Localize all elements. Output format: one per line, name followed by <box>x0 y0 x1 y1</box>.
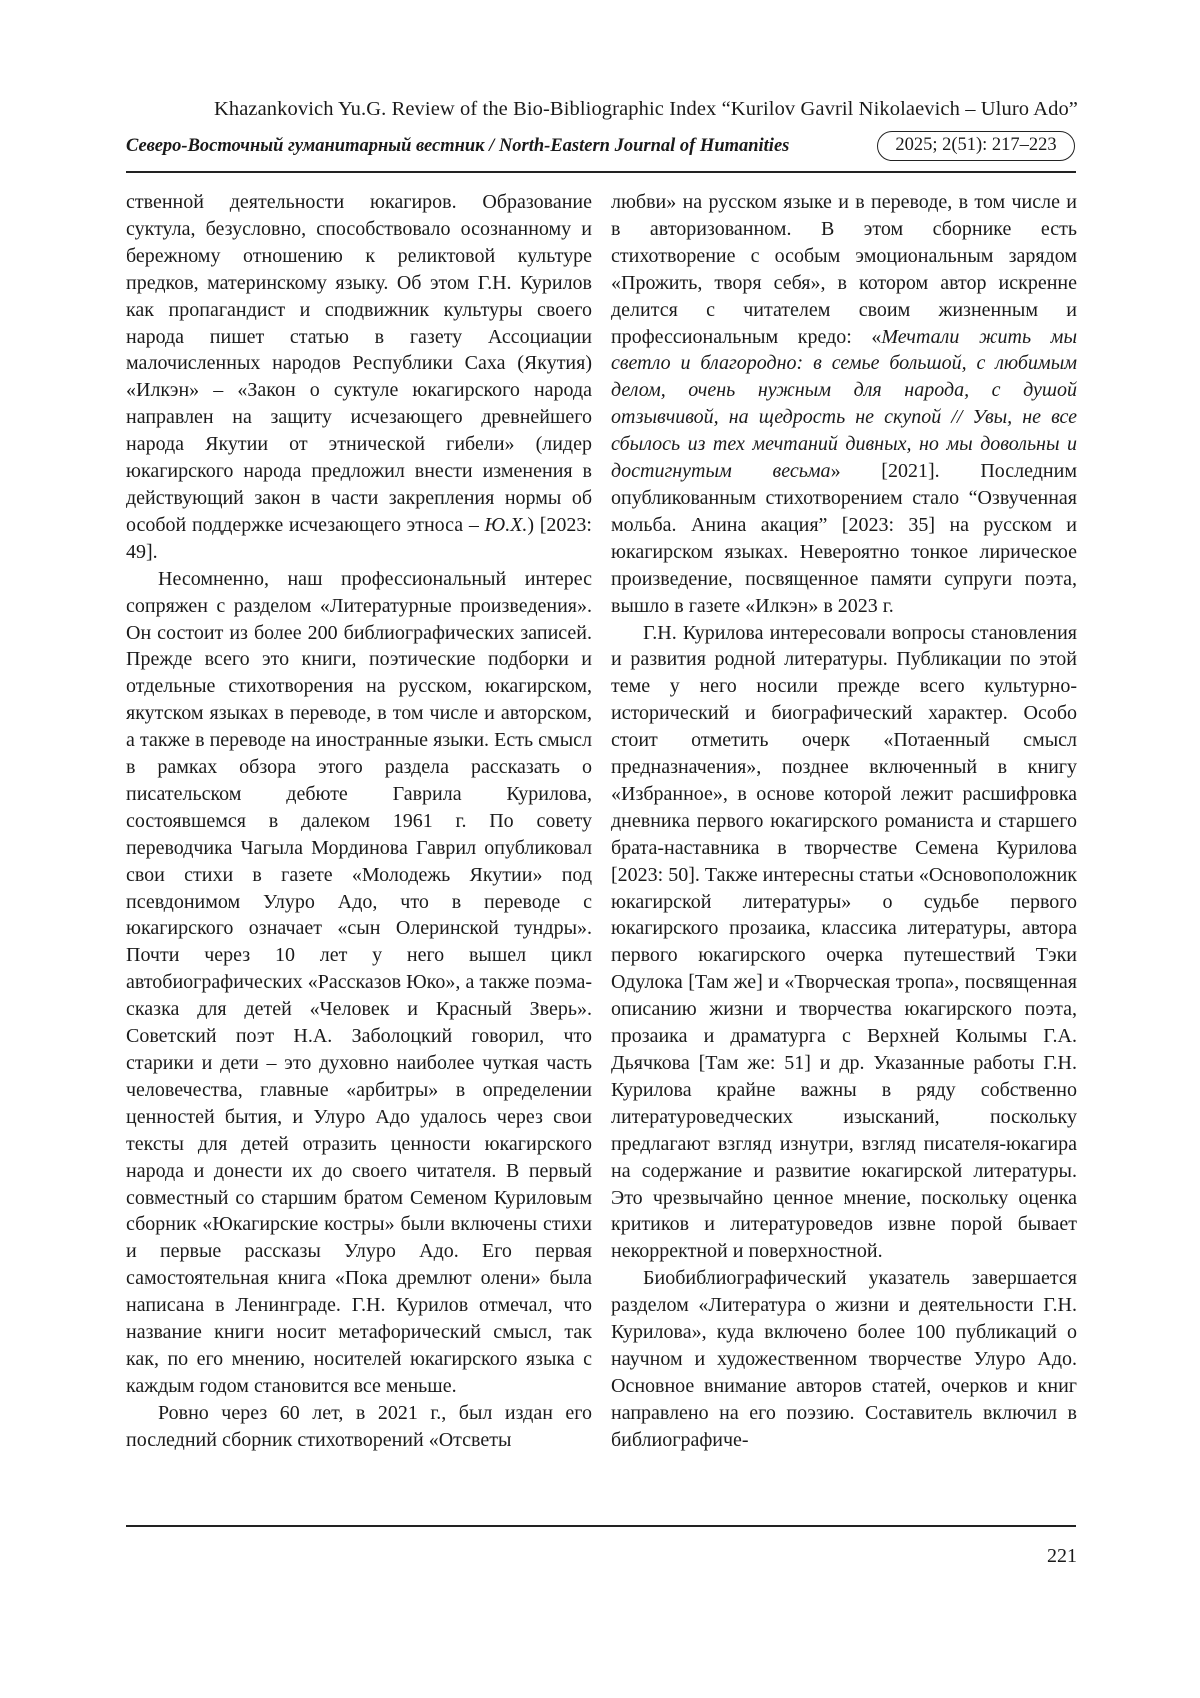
left-paragraph-1-end: ) [2023: 49]. <box>126 513 592 563</box>
right-paragraph-1 <box>611 189 1077 620</box>
issue-badge: 2025; 2(51): 217–223 <box>877 131 1075 161</box>
left-paragraph-3: Ровно через 60 лет, в 2021 г., был издан его последний сборник стихотворений «Отсветы <box>126 1401 592 1451</box>
page-number: 221 <box>1047 1545 1077 1567</box>
right-paragraph-1-end: » [2021]. Последним опубликованным стихотворением стало “Озвученная мольба. Анина акация” [2023: 35] на русском и юкагирском языках. Невероятно тонкое лирическое произведение, посвященное памяти супруги поэта, вышло в газете «Илкэн» в 2023 г. <box>611 460 1077 617</box>
footer-divider <box>126 1525 1076 1527</box>
left-column <box>126 189 592 1454</box>
editor-initials: Ю.Х. <box>484 513 528 536</box>
poem-quote: Мечтали жить мы светло и благородно: в семье большой, с любимым делом, очень нужным для народа, с душой отзывчивой, на щедрость не скупой // Увы, не все сбылось из тех мечтаний дивных, но мы довольны и достигнутым весьма <box>611 325 1077 483</box>
right-column <box>611 189 1077 1454</box>
right-paragraph-3: Биобиблиографический указатель завершается разделом «Литература о жизни и деятельности Г.Н. Курилова», куда включено более 100 публикаций о научном и художественном творчестве Улуро Адо. Основное внимание авторов статей, очерков и книг направлено на его поэзию. Составитель включил в библиографиче- <box>611 1267 1077 1451</box>
right-paragraph-1-text: любви» на русском языке и в переводе, в том числе и в авторизованном. В этом сборнике есть стихотворение с особым эмоциональным зарядом «Прожить, творя себя», в котором автор искренне делится с читателем своим жизненным и профессиональным кредо: « <box>611 191 1077 348</box>
right-paragraph-2: Г.Н. Курилова интересовали вопросы становления и развития родной литературы. Публикации по этой теме у него носили прежде всего культурно-исторический и биографический характер. Особо стоит отметить очерк «Потаенный смысл предназначения», позднее включенный в книгу «Избранное», в основе которой лежит расшифровка дневника первого юкагирского романиста и старшего брата-наставника в творчестве Семена Курилова [2023: 50]. Также интересны статьи «Основоположник юкагирской литературы» о судьбе первого юкагирского прозаика, классика литературы, автора первого юкагирского очерка путешествий Тэки Одулока [Там же] и «Творческая тропа», посвященная описанию жизни и творчества юкагирского поэта, прозаика и драматурга с Верхней Колымы Г.А. Дьячкова [Там же: 51] и др. Указанные работы Г.Н. Курилова крайне важны в ряду собственно литературоведческих изысканий, поскольку предлагают взгляд изнутри, взгляд писателя-юкагира на содержание и развитие юкагирской литературы. Это чрезвычайно ценное мнение, поскольку оценка критиков и литературоведов извне порой бывает некорректной и поверхностной. <box>611 621 1078 1263</box>
left-paragraph-1 <box>126 189 592 566</box>
running-title: Khazankovich Yu.G. Review of the Bio-Bibliographic Index “Kurilov Gavril Nikolaevich – Uluro Ado” <box>213 98 1078 120</box>
journal-title: Северо-Восточный гуманитарный вестник / North-Eastern Journal of Humanities <box>126 136 790 156</box>
left-paragraph-1-text: ственной деятельности юкагиров. Образование суктула, безусловно, способствовало осознанному и бережному отношению к реликтовой культуре предков, материнскому языку. Об этом Г.Н. Курилов как пропагандист и сподвижник культуры своего народа пишет статью в газету Ассоциации малочисленных народов Республики Саха (Якутия) «Илкэн» – «Закон о суктуле юкагирского народа направлен на защиту исчезающего древнейшего народа Якутии от этнической гибели» (лидер юкагирского народа предложил внести изменения в действующий закон в части закрепления нормы об особой поддержке исчезающего этноса – <box>126 191 592 536</box>
header-divider <box>126 171 1076 173</box>
left-paragraph-2: Несомненно, наш профессиональный интерес сопряжен с разделом «Литературные произведения». Он состоит из более 200 библиографических записей. Прежде всего это книги, поэтические подборки и отдельные стихотворения на русском, юкагирском, якутском языках в переводе, в том числе и авторском, а также в переводе на иностранные языки. Есть смысл в рамках обзора этого раздела рассказать о писательском дебюте Гаврила Курилова, состоявшемся в далеком 1961 г. По совету переводчика Чагыла Мординова Гаврил опубликовал свои стихи в газете «Молодежь Якутии» под псевдонимом Улуро Адо, что в переводе с юкагирского означает «сын Олеринской тундры». Почти через 10 лет у него вышел цикл автобиографических «Рассказов Юко», а также поэма-сказка для детей «Человек и Красный Зверь». Советский поэт Н.А. Заболоцкий говорил, что старики и дети – это духовно наиболее чуткая часть человечества, главные «арбитры» в определении ценностей бытия, и Улуро Адо удалось через свои тексты для детей отразить ценности юкагирского народа и донести их до своего читателя. В первый совместный со старшим братом Семеном Куриловым сборник «Юкагирские костры» были включены стихи и первые рассказы Улуро Адо. Его первая самостоятельная книга «Пока дремлют олени» была написана в Ленинграде. Г.Н. Курилов отмечал, что название книги носит метафорический смысл, так как, по его мнению, носителей юкагирского языка с каждым годом становится все меньше. <box>126 567 592 1397</box>
